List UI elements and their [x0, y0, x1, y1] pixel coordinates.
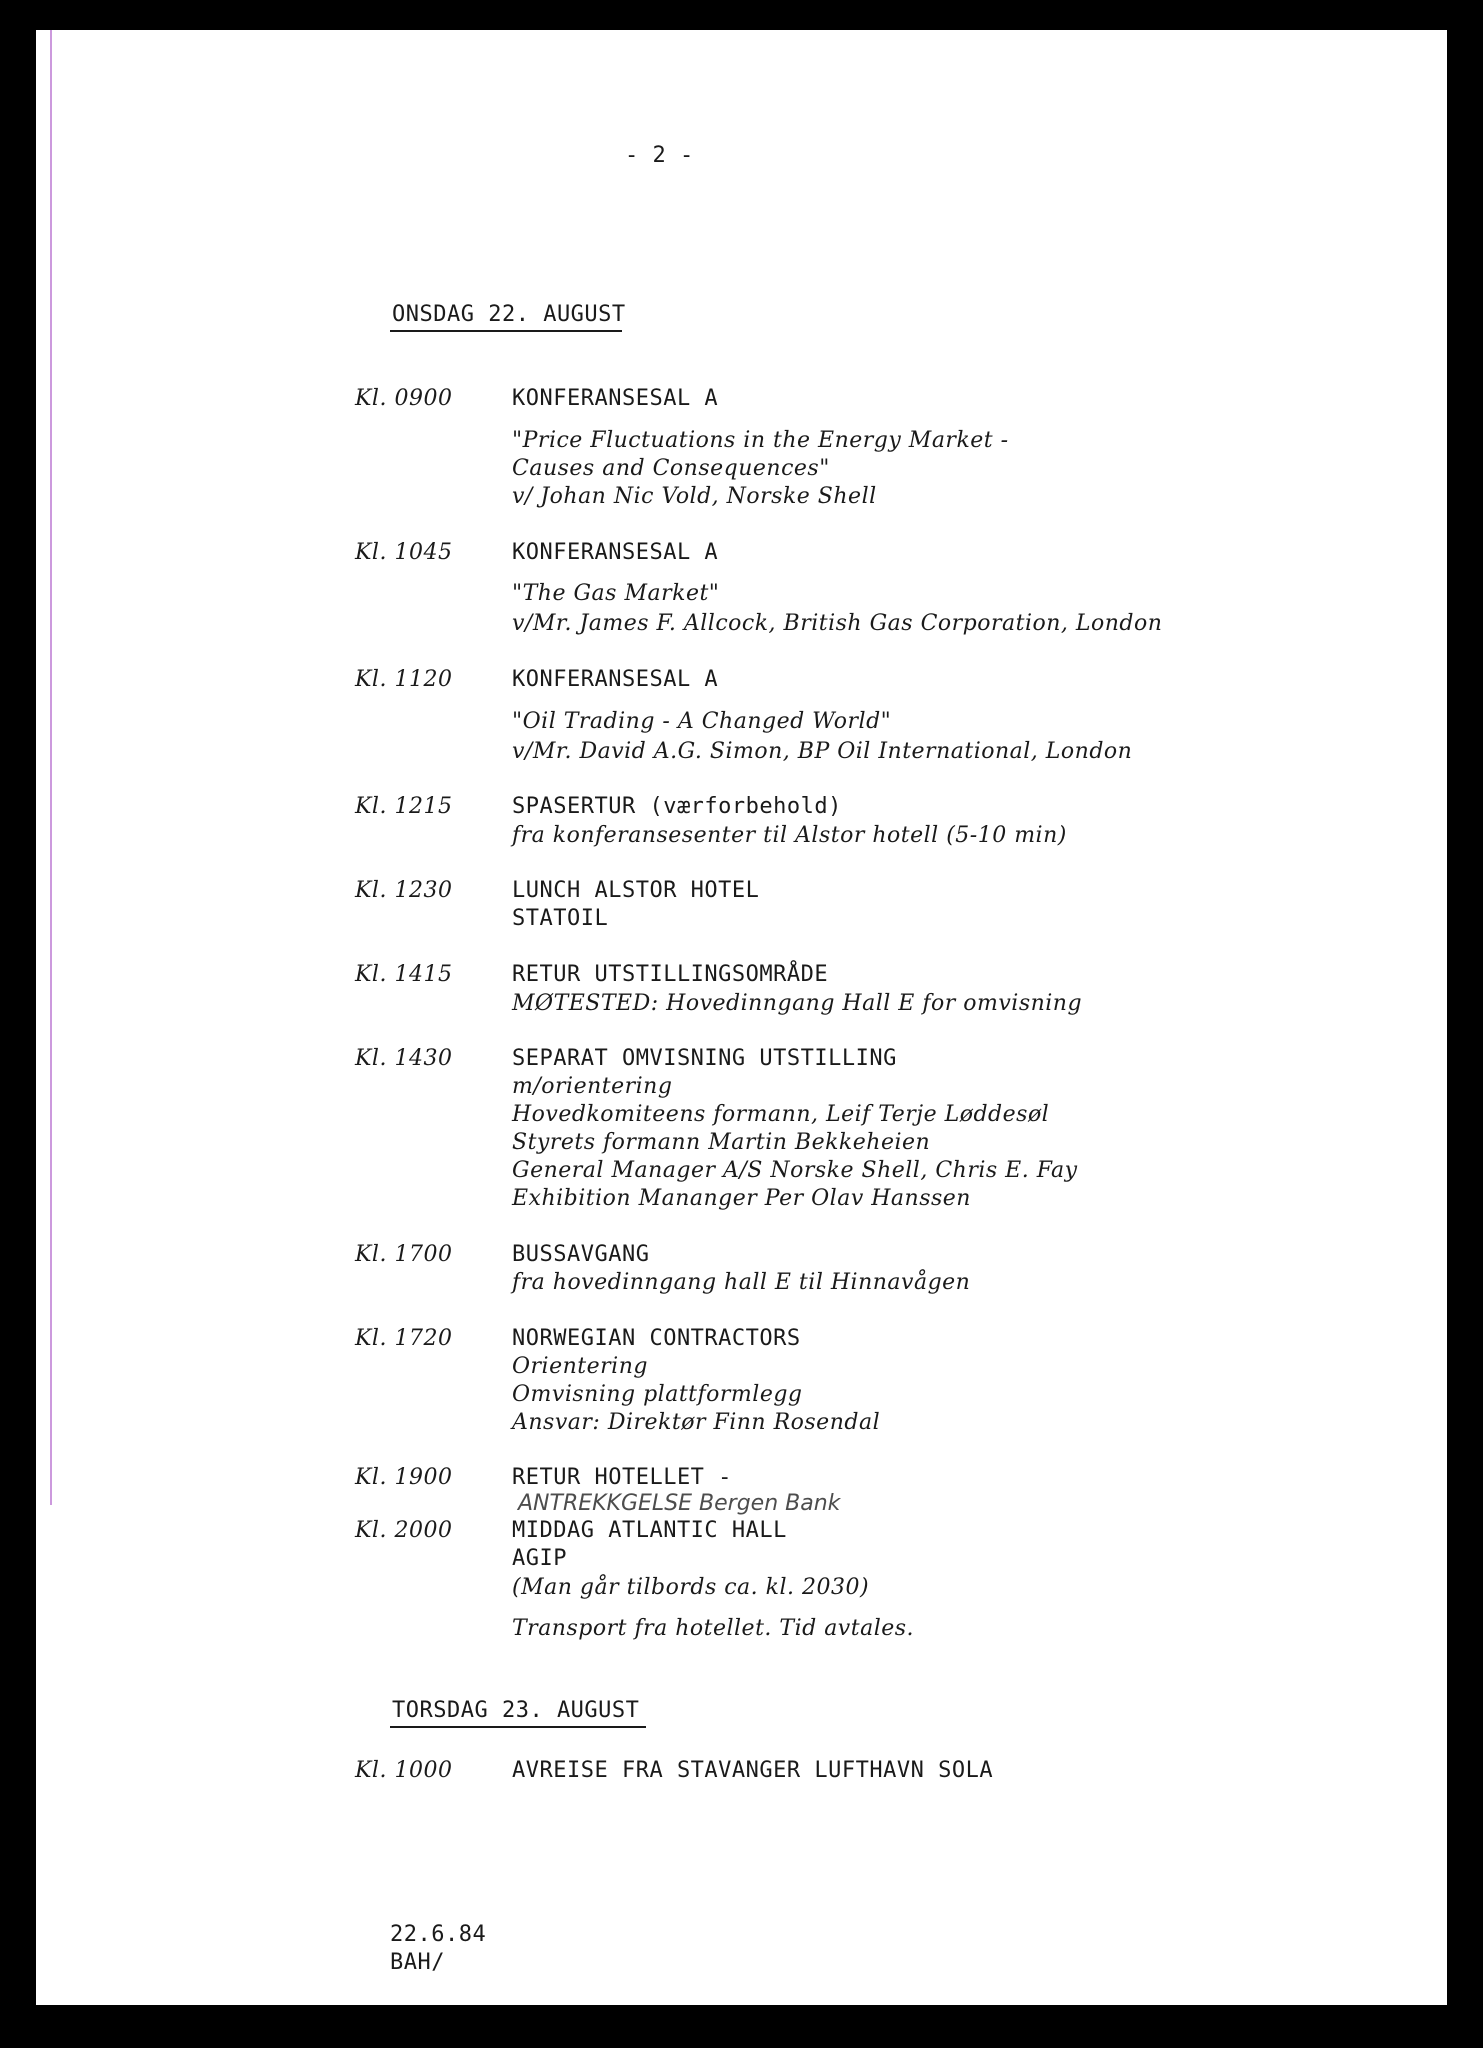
footer-initials: BAH/ [390, 1950, 445, 1975]
entry-time: Kl. 1720 [355, 1326, 453, 1351]
entry-time: Kl. 1900 [355, 1465, 453, 1490]
entry-line: Causes and Consequences" [512, 456, 830, 481]
entry-line: KONFERANSESAL A [512, 386, 719, 411]
day2-heading: TORSDAG 23. AUGUST [392, 1698, 640, 1723]
entry-time: Kl. 1215 [355, 794, 453, 819]
entry-time: Kl. 0900 [355, 386, 453, 411]
entry-line: BUSSAVGANG [512, 1242, 650, 1267]
entry-line: SPASERTUR (værforbehold) [512, 794, 842, 819]
entry-line: LUNCH ALSTOR HOTEL [512, 878, 760, 903]
entry-line: (Man går tilbords ca. kl. 2030) [512, 1575, 870, 1600]
entry-line: Exhibition Mananger Per Olav Hanssen [512, 1186, 971, 1211]
entry-line: Styrets formann Martin Bekkeheien [512, 1130, 931, 1155]
day1-heading-underline [390, 330, 622, 332]
annotation-text: ANTREKKGELSE Bergen Bank [518, 1491, 841, 1516]
entry-time: Kl. 1045 [355, 540, 453, 565]
entry-line: fra konferansesenter til Alstor hotell (5-10 min) [512, 823, 1067, 848]
entry-time: Kl. 1700 [355, 1242, 453, 1267]
entry-line: Orientering [512, 1354, 648, 1379]
entry-line: Ansvar: Direktør Finn Rosendal [512, 1410, 881, 1435]
entry-line: RETUR UTSTILLINGSOMRÅDE [512, 962, 829, 987]
entry-line: RETUR HOTELLET - [512, 1465, 732, 1490]
entry-time: Kl. 2000 [355, 1518, 453, 1543]
entry-line: Hovedkomiteens formann, Leif Terje Løddesøl [512, 1102, 1050, 1127]
entry-line: KONFERANSESAL A [512, 540, 719, 565]
entry-line: SEPARAT OMVISNING UTSTILLING [512, 1046, 897, 1071]
entry-line: MIDDAG ATLANTIC HALL [512, 1518, 787, 1543]
margin-line [50, 30, 52, 1505]
entry-time: Kl. 1430 [355, 1046, 453, 1071]
entry-time: Kl. 1120 [355, 667, 453, 692]
entry-line: Transport fra hotellet. Tid avtales. [512, 1616, 915, 1641]
day2-heading-underline [390, 1726, 646, 1728]
entry-line: fra hovedinngang hall E til Hinnavågen [512, 1270, 971, 1295]
entry-line: v/ Johan Nic Vold, Norske Shell [512, 484, 877, 509]
footer-date: 22.6.84 [390, 1922, 487, 1947]
entry-line: v/Mr. David A.G. Simon, BP Oil International, London [512, 739, 1133, 764]
entry-line: "The Gas Market" [512, 581, 720, 606]
entry-line: m/orientering [512, 1074, 673, 1099]
entry-time: Kl. 1415 [355, 962, 453, 987]
entry-line: AVREISE FRA STAVANGER LUFTHAVN SOLA [512, 1758, 994, 1783]
entry-line: AGIP [512, 1546, 567, 1571]
entry-line: KONFERANSESAL A [512, 667, 719, 692]
entry-line: General Manager A/S Norske Shell, Chris E. Fay [512, 1158, 1078, 1183]
day1-heading: ONSDAG 22. AUGUST [392, 302, 626, 327]
entry-time: Kl. 1000 [355, 1758, 453, 1783]
entry-line: v/Mr. James F. Allcock, British Gas Corporation, London [512, 611, 1163, 636]
entry-line: NORWEGIAN CONTRACTORS [512, 1326, 801, 1351]
entry-time: Kl. 1230 [355, 878, 453, 903]
entry-line: "Price Fluctuations in the Energy Market - [512, 428, 1009, 453]
entry-line: "Oil Trading - A Changed World" [512, 709, 892, 734]
entry-line: Omvisning plattformlegg [512, 1382, 803, 1407]
page-number: - 2 - [625, 143, 694, 168]
entry-line: MØTESTED: Hovedinngang Hall E for omvisning [512, 991, 1083, 1016]
entry-line: STATOIL [512, 906, 609, 931]
